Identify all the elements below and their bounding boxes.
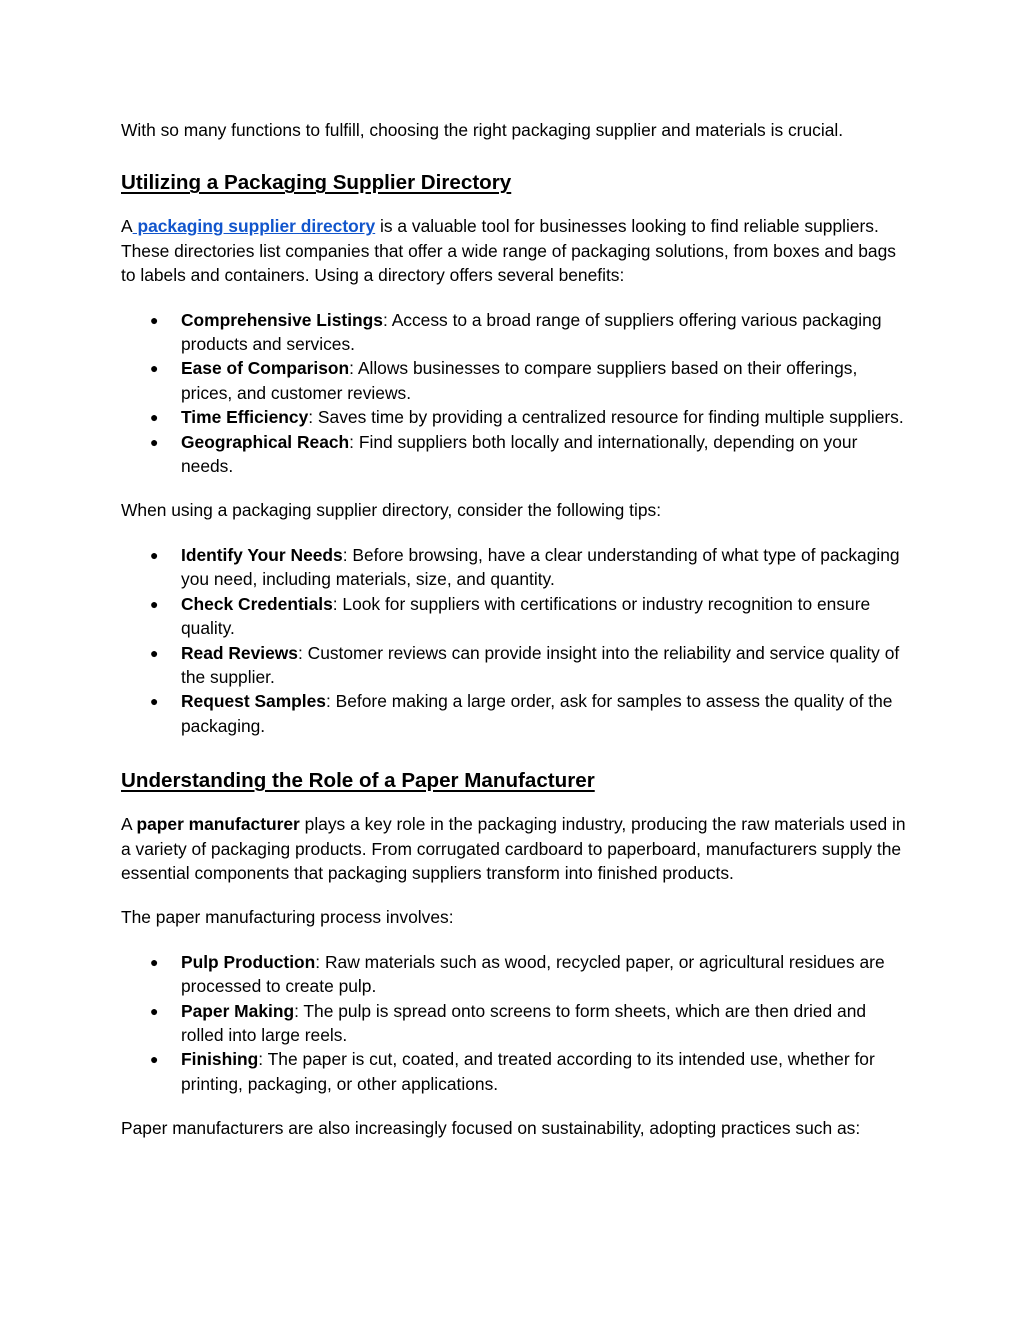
list-item-desc: : Before browsing, have a clear understanding of what type of packaging you need, including materials, size, and quantity. (181, 544, 900, 590)
list-item-desc: : Find suppliers both locally and internationally, depending on your needs. (181, 431, 858, 477)
benefits-list (121, 308, 906, 479)
list-item-term: Read Reviews (181, 642, 298, 663)
intro-paragraph: With so many functions to fulfill, choosing the right packaging supplier and materials is crucial. (121, 120, 844, 140)
list-item (121, 405, 906, 429)
process-list (121, 950, 906, 1096)
list-item-term: Identify Your Needs (181, 544, 343, 565)
packaging-supplier-directory-link[interactable]: packaging supplier directory (132, 216, 376, 237)
bullet-icon: ● (150, 1002, 159, 1019)
bullet-icon: ● (150, 360, 159, 377)
bullet-icon: ● (150, 433, 159, 450)
manufacturer-paragraph (121, 812, 906, 885)
directory-paragraph-prefix: A (121, 216, 133, 237)
list-item-desc: : Allows businesses to compare suppliers based on their offerings, prices, and customer reviews. (181, 358, 858, 403)
list-item-desc: : Look for suppliers with certifications or industry recognition to ensure quality. (181, 593, 871, 639)
bullet-icon: ● (150, 546, 159, 563)
list-item-desc: : The pulp is spread onto screens to form sheets, which are then dried and rolled into large reels. (181, 1000, 867, 1045)
list-item-term: Comprehensive Listings (181, 309, 383, 330)
list-item-term: Pulp Production (181, 951, 316, 972)
manufacturer-paragraph-bold: paper manufacturer (136, 814, 300, 835)
list-item-desc: : The paper is cut, coated, and treated according to its intended use, whether for printing, packaging, or other applications. (181, 1049, 875, 1094)
list-item (121, 641, 906, 690)
list-item (121, 308, 906, 357)
section-heading-paper-manufacturer: Understanding the Role of a Paper Manufacturer (121, 769, 595, 793)
directory-paragraph (121, 214, 906, 287)
list-item-term: Ease of Comparison (181, 358, 350, 379)
list-item-desc: : Saves time by providing a centralized resource for finding multiple suppliers. (308, 407, 904, 428)
list-item-desc: : Before making a large order, ask for samples to assess the quality of the packaging. (181, 691, 893, 736)
section-heading-supplier-directory: Utilizing a Packaging Supplier Directory (121, 171, 512, 195)
list-item-term: Finishing (181, 1049, 259, 1070)
closing-paragraph: Paper manufacturers are also increasingly focused on sustainability, adopting practices such as: (121, 1118, 861, 1139)
tips-intro-paragraph: When using a packaging supplier directory, consider the following tips: (121, 500, 662, 521)
bullet-icon: ● (150, 693, 159, 710)
process-intro-paragraph: The paper manufacturing process involves: (121, 907, 454, 928)
list-item (121, 430, 906, 479)
bullet-icon: ● (150, 1051, 159, 1068)
list-item-term: Geographical Reach (181, 431, 350, 452)
list-item-term: Request Samples (181, 691, 326, 712)
manufacturer-paragraph-prefix: A (121, 814, 137, 835)
bullet-icon: ● (150, 595, 159, 612)
directory-paragraph-text: is a valuable tool for businesses looking to find reliable suppliers. These directories list companies that offer a wide range of packaging solutions, from boxes and bags to labels and containers. Using a directory offers several benefits: (121, 216, 896, 286)
bullet-icon: ● (150, 409, 159, 426)
list-item (121, 592, 906, 641)
manufacturer-paragraph-text: plays a key role in the packaging industry, producing the raw materials used in a variety of packaging products. From corrugated cardboard to paperboard, manufacturers supply the essential components that packaging suppliers transform into finished products. (121, 814, 906, 883)
list-item (121, 356, 906, 405)
bullet-icon: ● (150, 311, 159, 328)
bullet-icon: ● (150, 953, 159, 970)
list-item (121, 950, 906, 999)
list-item (121, 543, 906, 592)
list-item (121, 999, 906, 1048)
list-item-desc: : Raw materials such as wood, recycled paper, or agricultural residues are processed to create pulp. (181, 951, 885, 997)
tips-list (121, 543, 906, 738)
list-item (121, 689, 906, 738)
list-item (121, 1047, 906, 1096)
list-item-term: Paper Making (181, 1000, 295, 1021)
list-item-desc: : Access to a broad range of suppliers offering various packaging products and services. (181, 309, 882, 355)
list-item-desc: : Customer reviews can provide insight into the reliability and service quality of the supplier. (181, 642, 900, 687)
bullet-icon: ● (150, 644, 159, 661)
list-item-term: Time Efficiency (181, 407, 309, 428)
list-item-term: Check Credentials (181, 593, 333, 614)
document-page (121, 118, 906, 1141)
